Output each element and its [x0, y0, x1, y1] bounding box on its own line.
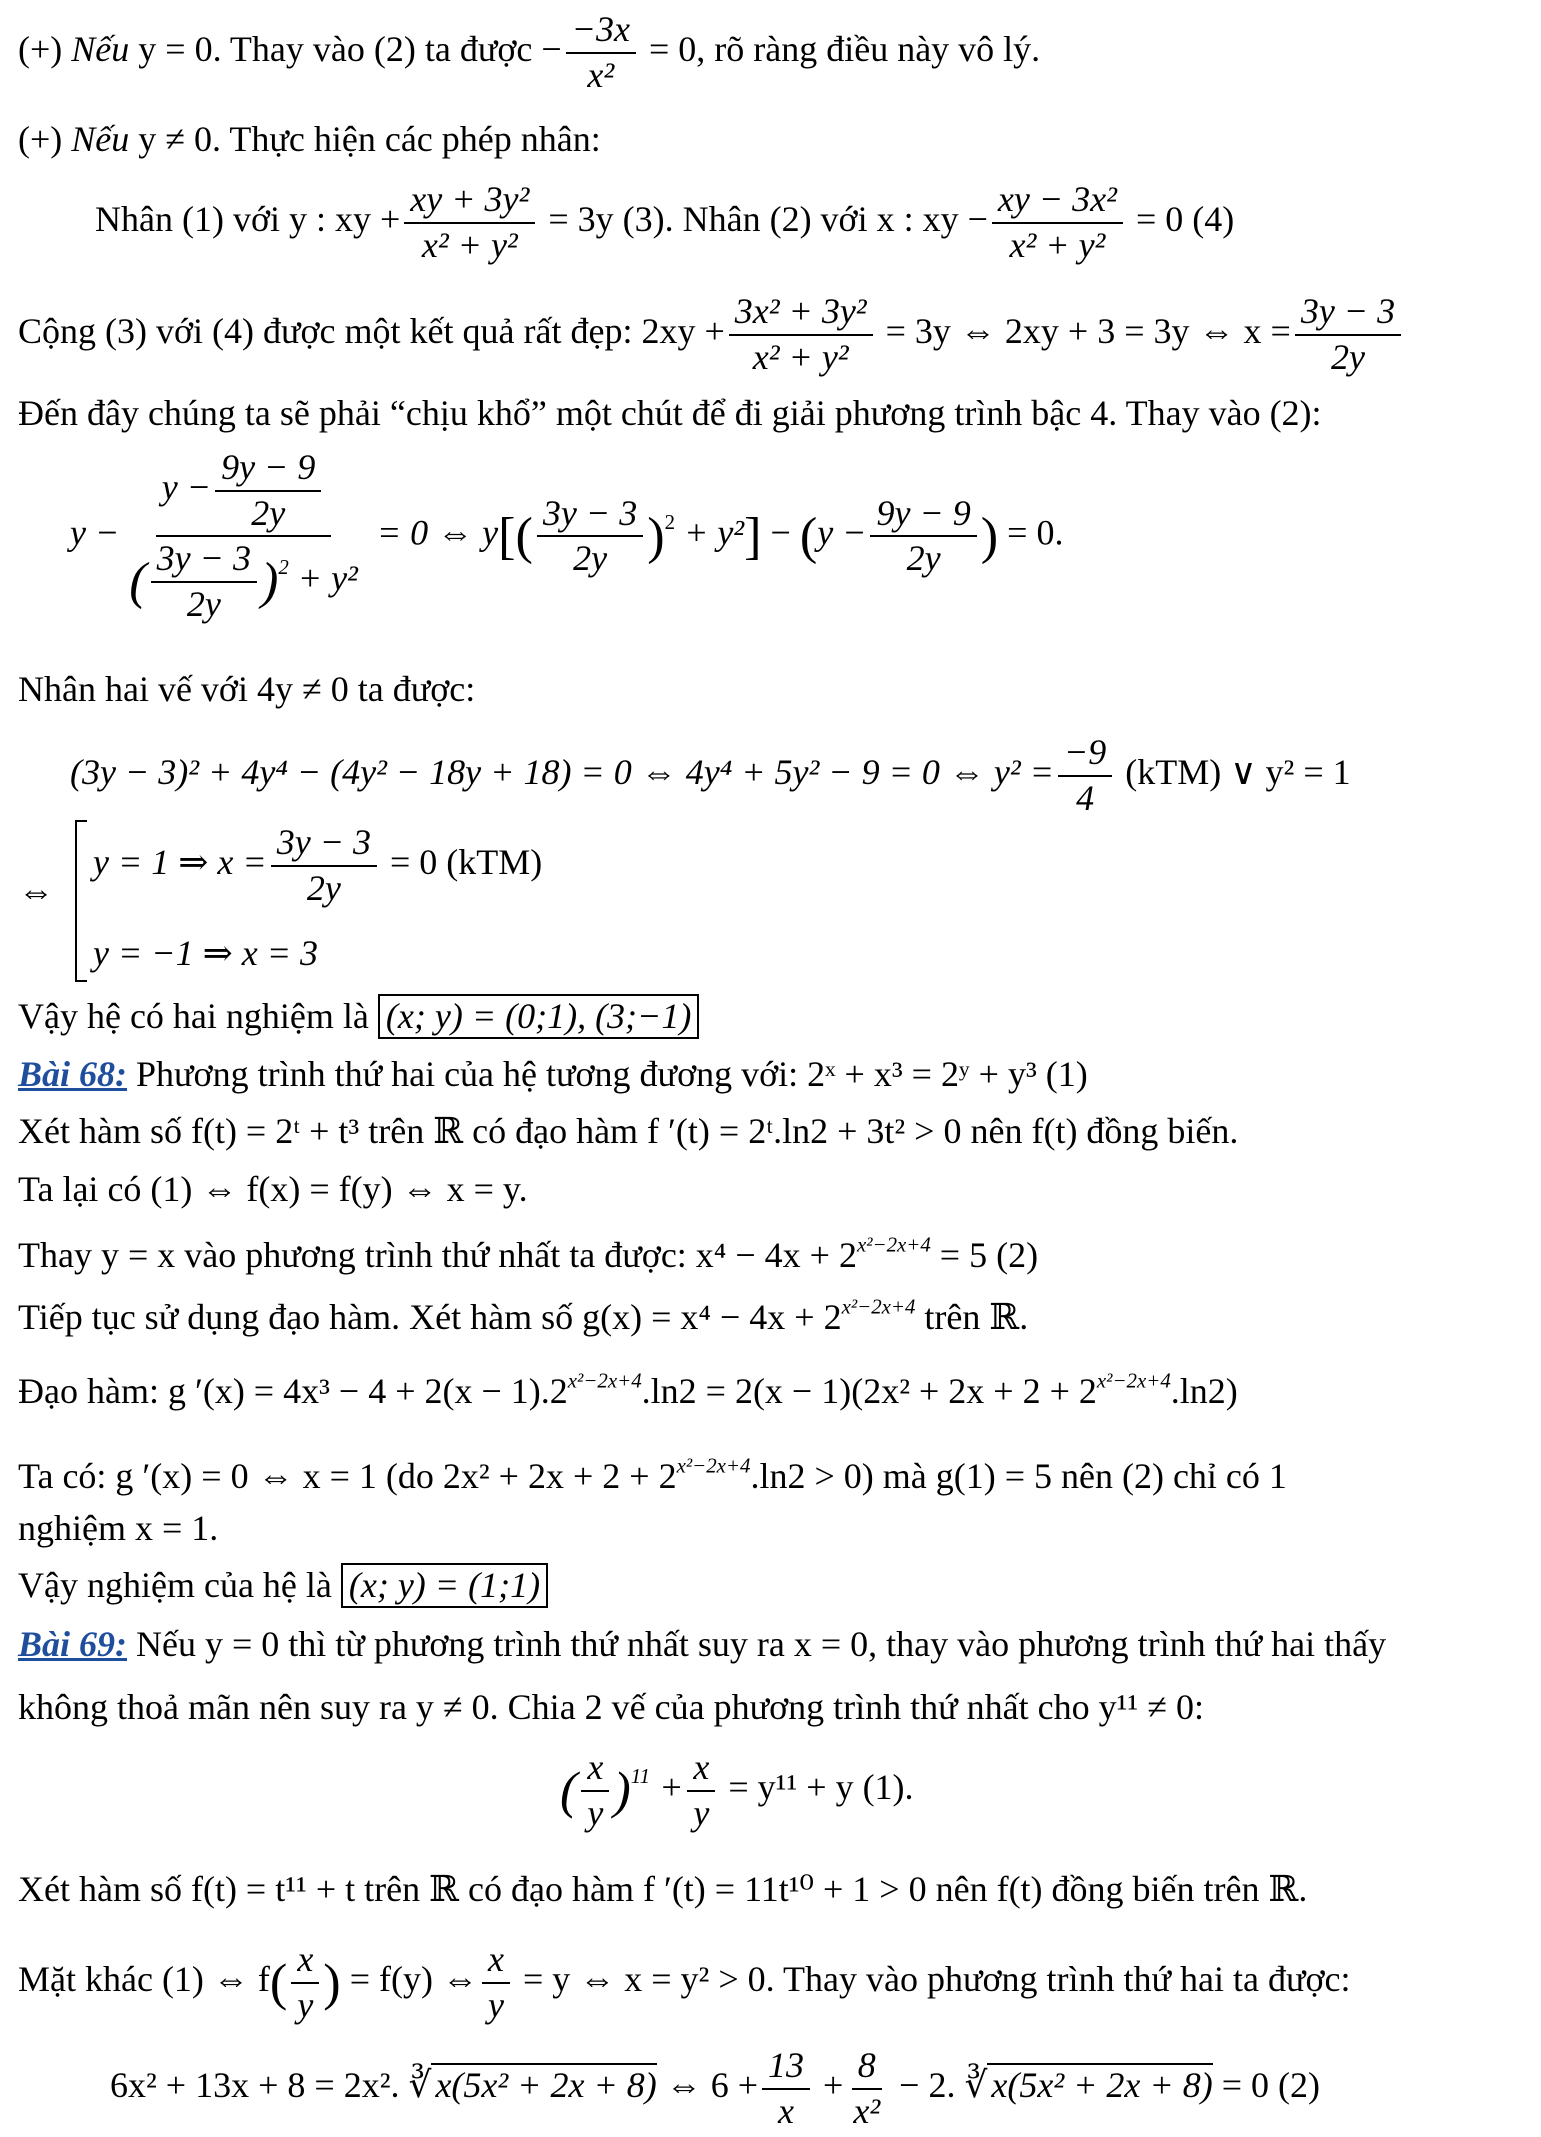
case-if: Nếu — [71, 28, 130, 69]
problem-69-heading — [18, 1623, 1386, 1666]
fraction — [847, 2046, 886, 2131]
denominator: x² — [587, 54, 615, 95]
eq-end: = 0. — [998, 512, 1064, 553]
fraction — [870, 494, 976, 579]
sum-left: Cộng (3) với (4) được một kết quả rất đẹp: 2xy + — [18, 310, 725, 351]
boxed-answer: (x; y) = (1;1) — [341, 1563, 548, 1608]
left-paren: ( — [799, 506, 818, 565]
numerator: 3x² + 3y² — [729, 292, 873, 336]
eq-left: Đạo hàm: g ′(x) = 4x³ − 4 + 2(x − 1).2 — [18, 1371, 568, 1411]
fraction — [404, 180, 535, 265]
numerator: x — [687, 1748, 715, 1792]
numerator-prefix: y − — [161, 466, 212, 507]
exponent: 2 — [278, 555, 289, 580]
substitution-line — [18, 1940, 1351, 2025]
denominator: 2y — [1330, 336, 1365, 377]
eq-left: y − — [70, 512, 120, 553]
numerator — [156, 448, 332, 537]
conclusion-text: Vậy hệ có hai nghiệm là — [18, 996, 378, 1036]
exponent: 11 — [630, 1764, 651, 1789]
fraction — [762, 2046, 810, 2131]
plus: + — [650, 1766, 684, 1807]
equation-1 — [560, 1748, 914, 1833]
paragraph-text: không thoả mãn nên suy ra y ≠ 0. Chia 2 vế của phương trình thứ nhất cho y¹¹ ≠ 0: — [18, 1687, 1204, 1727]
sum-equations — [18, 292, 1405, 377]
fraction — [1295, 292, 1401, 377]
right-paren: ) — [613, 1761, 631, 1820]
case-if: Nếu — [71, 119, 130, 159]
fraction — [537, 494, 643, 579]
numerator: xy − 3x² — [992, 180, 1123, 224]
problem-label: Bài 69: — [18, 1624, 128, 1664]
radicand: x(5x² + 2x + 8) — [987, 2063, 1212, 2105]
exponent: x²−2x+4 — [856, 1232, 931, 1257]
right-paren: ) — [323, 1953, 341, 2012]
numerator: x — [291, 1940, 319, 1984]
denominator: y — [297, 1984, 314, 2025]
exponent: x²−2x+4 — [1096, 1368, 1171, 1393]
paragraph-text: Xét hàm số f(t) = 2ᵗ + t³ trên ℝ có đạo hàm f ′(t) = 2ᵗ.ln2 + 3t² > 0 nên f(t) đồng biến. — [18, 1111, 1239, 1151]
eq-mid-2: − 2. ∛ — [890, 2064, 988, 2105]
eq-right: .ln2 > 0) mà g(1) = 5 nên (2) chỉ có 1 — [750, 1456, 1287, 1496]
denominator: 2y — [306, 867, 341, 908]
paren-inner: y − — [817, 512, 867, 553]
minus: − — [761, 512, 800, 553]
system-case-2: y = −1 ⇒ x = 3 — [93, 933, 318, 973]
paragraph-text: nghiệm x = 1. — [18, 1508, 219, 1548]
bracket-tail: + y² — [675, 512, 745, 553]
numerator: 9y − 9 — [215, 448, 321, 492]
fraction — [215, 448, 321, 533]
denominator: 2y — [573, 538, 608, 579]
problem-68-heading — [18, 1053, 1088, 1096]
denominator: x² — [853, 2090, 881, 2131]
numerator: −3x — [566, 10, 636, 54]
paragraph-text: Ta lại có (1) ⇔ f(x) = f(y) ⇔ x = y. — [18, 1169, 528, 1209]
right-paren: ) — [980, 506, 999, 565]
case-prefix: (+) — [18, 28, 72, 69]
denominator: 2y — [906, 538, 941, 579]
left-paren: ( — [515, 506, 533, 565]
cubic-root-equation — [110, 2046, 1320, 2131]
numerator: 8 — [852, 2046, 882, 2090]
eq-mid: = 0 ⇔ y — [367, 512, 499, 553]
fraction — [291, 1940, 319, 2025]
fraction — [729, 292, 873, 377]
denominator: 2y — [251, 492, 286, 533]
left-paren: ( — [269, 1953, 288, 2012]
denominator-tail: + y² — [288, 558, 358, 599]
conclusion-text: Vậy nghiệm của hệ là — [18, 1565, 341, 1605]
system-case-1 — [93, 823, 542, 908]
equation-line — [18, 1234, 1038, 1277]
eq4-right: = 0 (4) — [1126, 198, 1235, 239]
denominator: x — [778, 2090, 795, 2131]
case-right: = 0 (kTM) — [381, 841, 543, 882]
numerator: 3y − 3 — [537, 494, 643, 538]
derivative-line — [18, 1370, 1238, 1413]
eq-left: Ta có: g ′(x) = 0 ⇔ x = 1 (do 2x² + 2x + 2 + 2 — [18, 1456, 677, 1496]
eq-left: Tiếp tục sử dụng đạo hàm. Xét hàm số g(x) = x⁴ − 4x + 2 — [18, 1297, 842, 1337]
fraction — [687, 1748, 715, 1833]
eq3-right: = 3y (3). Nhân (2) với x : xy − — [539, 198, 988, 239]
paragraph-text: Xét hàm số f(t) = t¹¹ + t trên ℝ có đạo hàm f ′(t) = 11t¹⁰ + 1 > 0 nên f(t) đồng biến trên ℝ. — [18, 1869, 1308, 1909]
exponent: x²−2x+4 — [676, 1453, 751, 1478]
conclusion-two-solutions — [18, 994, 699, 1039]
eq-left: Thay y = x vào phương trình thứ nhất ta được: x⁴ − 4x + 2 — [18, 1235, 857, 1275]
exponent: x²−2x+4 — [567, 1368, 642, 1393]
denominator: y — [487, 1984, 504, 2025]
plus: + — [814, 2064, 844, 2105]
eq-right: .ln2) — [1170, 1371, 1238, 1411]
eq-right: (kTM) ∨ y² = 1 — [1116, 751, 1351, 792]
denominator: x² + y² — [1009, 224, 1106, 265]
eq-left: 6x² + 13x + 8 = 2x². ∛ — [110, 2064, 432, 2105]
numerator: 9y − 9 — [870, 494, 976, 538]
system-bracket — [75, 820, 87, 982]
sum-mid: = 3y ⇔ 2xy + 3 = 3y ⇔ x = — [876, 310, 1291, 351]
numerator: 3y − 3 — [151, 539, 257, 583]
eq-mid: ⇔ 6 + — [656, 2064, 759, 2105]
case-y-zero — [18, 10, 1040, 95]
eq-right: = y ⇔ x = y² > 0. Thay vào phương trình thứ hai ta được: — [513, 1958, 1351, 1999]
fraction — [992, 180, 1123, 265]
right-paren: ) — [647, 506, 665, 565]
fraction — [581, 1748, 609, 1833]
numerator: xy + 3y² — [404, 180, 535, 224]
paragraph-text: Nhân hai vế với 4y ≠ 0 ta được: — [18, 669, 476, 709]
case-prefix: (+) — [18, 119, 72, 159]
numerator: 3y − 3 — [271, 823, 377, 867]
eq-right: = y¹¹ + y (1). — [719, 1766, 914, 1807]
eq-right: = 0 (2) — [1212, 2064, 1320, 2105]
denominator — [123, 537, 364, 624]
case-conclusion: = 0, rõ ràng điều này vô lý. — [639, 28, 1041, 69]
denominator: 4 — [1076, 777, 1095, 818]
equation-line — [18, 1296, 1028, 1339]
problem-text: Phương trình thứ hai của hệ tương đương với: 2ˣ + x³ = 2ʸ + y³ (1) — [127, 1054, 1088, 1094]
eq-left: (3y − 3)² + 4y⁴ − (4y² − 18y + 18) = 0 ⇔ 4y⁴ + 5y² − 9 = 0 ⇔ y² = — [70, 751, 1054, 792]
conclusion-one-solution — [18, 1563, 548, 1608]
exponent: x²−2x+4 — [841, 1294, 916, 1319]
problem-text: Nếu y = 0 thì từ phương trình thứ nhất suy ra x = 0, thay vào phương trình thứ hai thấy — [127, 1624, 1387, 1664]
denominator: x² + y² — [752, 336, 849, 377]
case-y-nonzero — [18, 118, 601, 161]
eq-left: Mặt khác (1) ⇔ f — [18, 1958, 270, 1999]
eq-mid: = f(y) ⇔ — [340, 1958, 478, 1999]
denominator: y — [587, 1792, 604, 1833]
compound-fraction — [123, 448, 364, 624]
right-bracket: ] — [744, 506, 762, 565]
fraction — [151, 539, 257, 624]
denominator: x² + y² — [421, 224, 518, 265]
fraction — [566, 10, 636, 95]
denominator: 2y — [186, 583, 221, 624]
left-paren: ( — [560, 1761, 578, 1820]
multiply-equations — [95, 180, 1234, 265]
fraction — [1058, 733, 1112, 818]
quartic-equation — [70, 733, 1351, 818]
case-text: y ≠ 0. Thực hiện các phép nhân: — [129, 119, 601, 159]
eq-mid: .ln2 = 2(x − 1)(2x² + 2x + 2 + 2 — [641, 1371, 1097, 1411]
derivative-root-line — [18, 1455, 1287, 1498]
case-left: y = 1 ⇒ x = — [93, 841, 267, 882]
eq3-left: Nhân (1) với y : xy + — [95, 198, 401, 239]
right-paren: ) — [260, 552, 279, 611]
numerator: x — [581, 1748, 609, 1792]
fraction — [271, 823, 377, 908]
exponent: 2 — [664, 509, 676, 534]
denominator: y — [693, 1792, 710, 1833]
numerator: 13 — [762, 2046, 810, 2090]
fraction — [482, 1940, 510, 2025]
left-paren: ( — [129, 552, 147, 611]
left-bracket: [ — [498, 506, 516, 565]
numerator: −9 — [1058, 733, 1112, 777]
radicand: x(5x² + 2x + 8) — [431, 2063, 656, 2105]
case-text: y = 0. Thay vào (2) ta được − — [129, 28, 562, 69]
substitution-equation — [70, 448, 1063, 624]
numerator: x — [482, 1940, 510, 1984]
iff-symbol: ⇔ — [18, 871, 54, 911]
boxed-answer: (x; y) = (0;1), (3;−1) — [378, 994, 699, 1039]
numerator: 3y − 3 — [1295, 292, 1401, 336]
eq-right: = 5 (2) — [930, 1235, 1039, 1275]
paragraph-text: Đến đây chúng ta sẽ phải “chịu khổ” một chút để đi giải phương trình bậc 4. Thay vào (2): — [18, 393, 1322, 433]
eq-right: trên ℝ. — [915, 1297, 1029, 1337]
problem-label: Bài 68: — [18, 1054, 128, 1094]
